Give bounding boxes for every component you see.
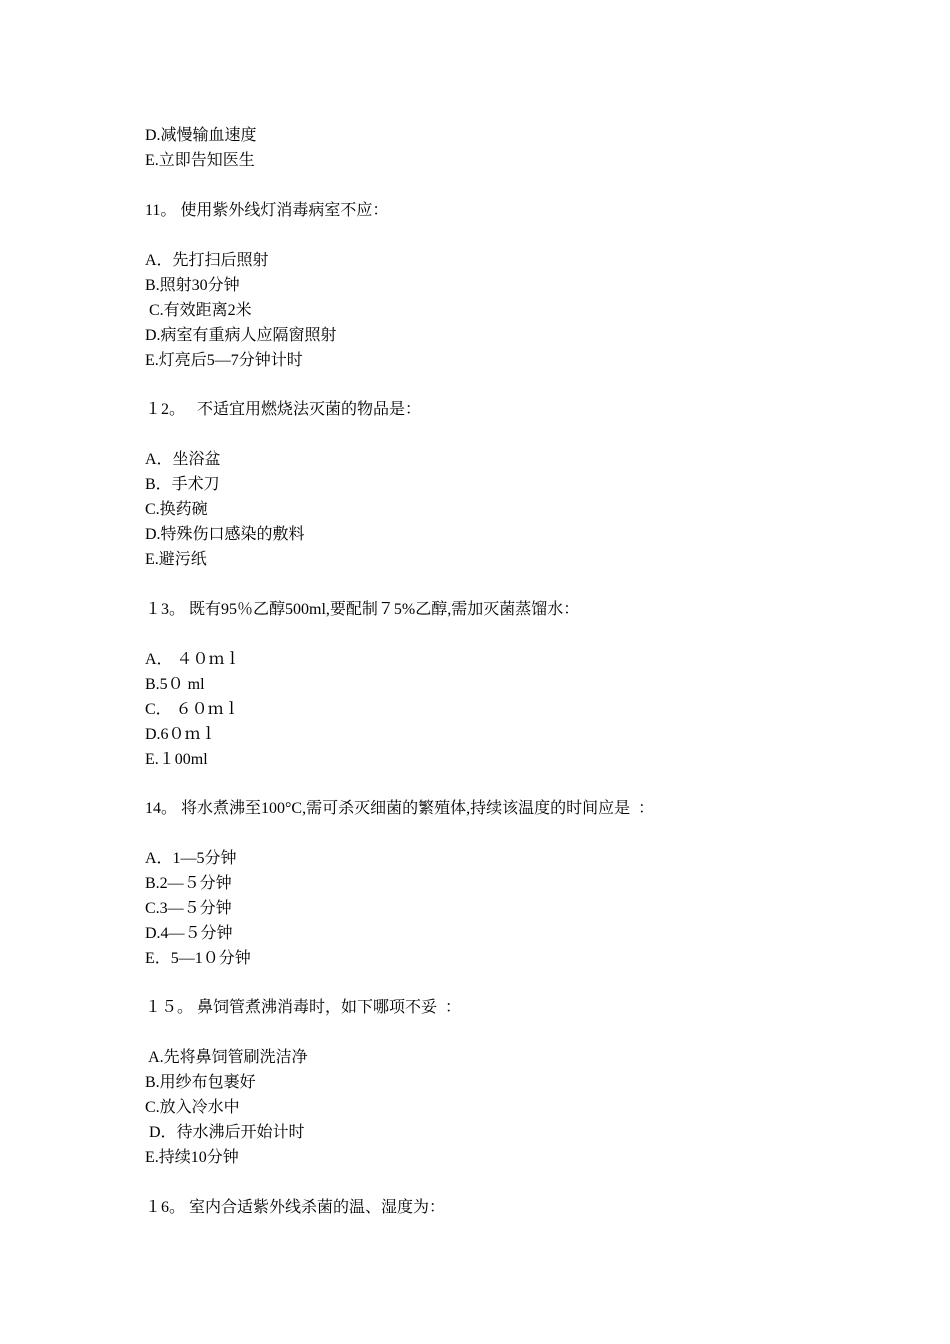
option-12-d: D.特殊伤口感染的敷料 [145, 526, 305, 543]
option-13-e: E.１00ml [145, 751, 208, 768]
option-15-d: D．待水沸后开始计时 [145, 1124, 305, 1141]
option-15-e: E.持续10分钟 [145, 1149, 239, 1166]
option-12-b: B．手术刀 [145, 476, 220, 493]
option-11-e: E.灯亮后5—7分钟计时 [145, 352, 303, 369]
option-11-c: C.有效距离2米 [145, 302, 252, 319]
option-12-e: E.避污纸 [145, 551, 207, 568]
option-14-d: D.4—５分钟 [145, 925, 233, 942]
option-11-a: A．先打扫后照射 [145, 252, 269, 269]
option-15-a: A.先将鼻饲管刷洗洁净 [145, 1049, 308, 1066]
option-13-d: D.6０ｍｌ [145, 726, 217, 743]
question-15: １５。 鼻饲管煮沸消毒时，如下哪项不妥 ： [145, 999, 462, 1016]
option-12-a: A．坐浴盆 [145, 451, 221, 468]
option-13-c: C． ６０ｍｌ [145, 701, 240, 718]
option-11-d: D.病室有重病人应隔窗照射 [145, 327, 337, 344]
question-16: １6。 室内合适紫外线杀菌的温、湿度为： [145, 1199, 446, 1216]
option-14-e: E．5—1０分钟 [145, 950, 251, 967]
option-13-a: A． ４０ｍｌ [145, 651, 241, 668]
option-11-b: B.照射30分钟 [145, 277, 240, 294]
option-15-c: C.放入冷水中 [145, 1099, 240, 1116]
option-14-c: C.3—５分钟 [145, 900, 232, 917]
option-12-c: C.换药碗 [145, 501, 208, 518]
option-10-d: D.减慢输血速度 [145, 127, 257, 144]
question-12: １2。 不适宜用燃烧法灭菌的物品是： [145, 401, 422, 418]
option-14-b: B.2—５分钟 [145, 875, 232, 892]
option-13-b: B.5０ ml [145, 676, 205, 693]
option-10-e: E.立即告知医生 [145, 152, 255, 169]
question-14: 14。 将水煮沸至100°C,需可杀灭细菌的繁殖体,持续该温度的时间应是 ： [145, 800, 655, 817]
option-15-b: B.用纱布包裹好 [145, 1074, 256, 1091]
option-14-a: A．1—5分钟 [145, 850, 237, 867]
question-11: 11。 使用紫外线灯消毒病室不应： [145, 202, 389, 219]
question-13: １3。 既有95％乙醇500ml,要配制７5%乙醇,需加灭菌蒸馏水： [145, 601, 580, 618]
